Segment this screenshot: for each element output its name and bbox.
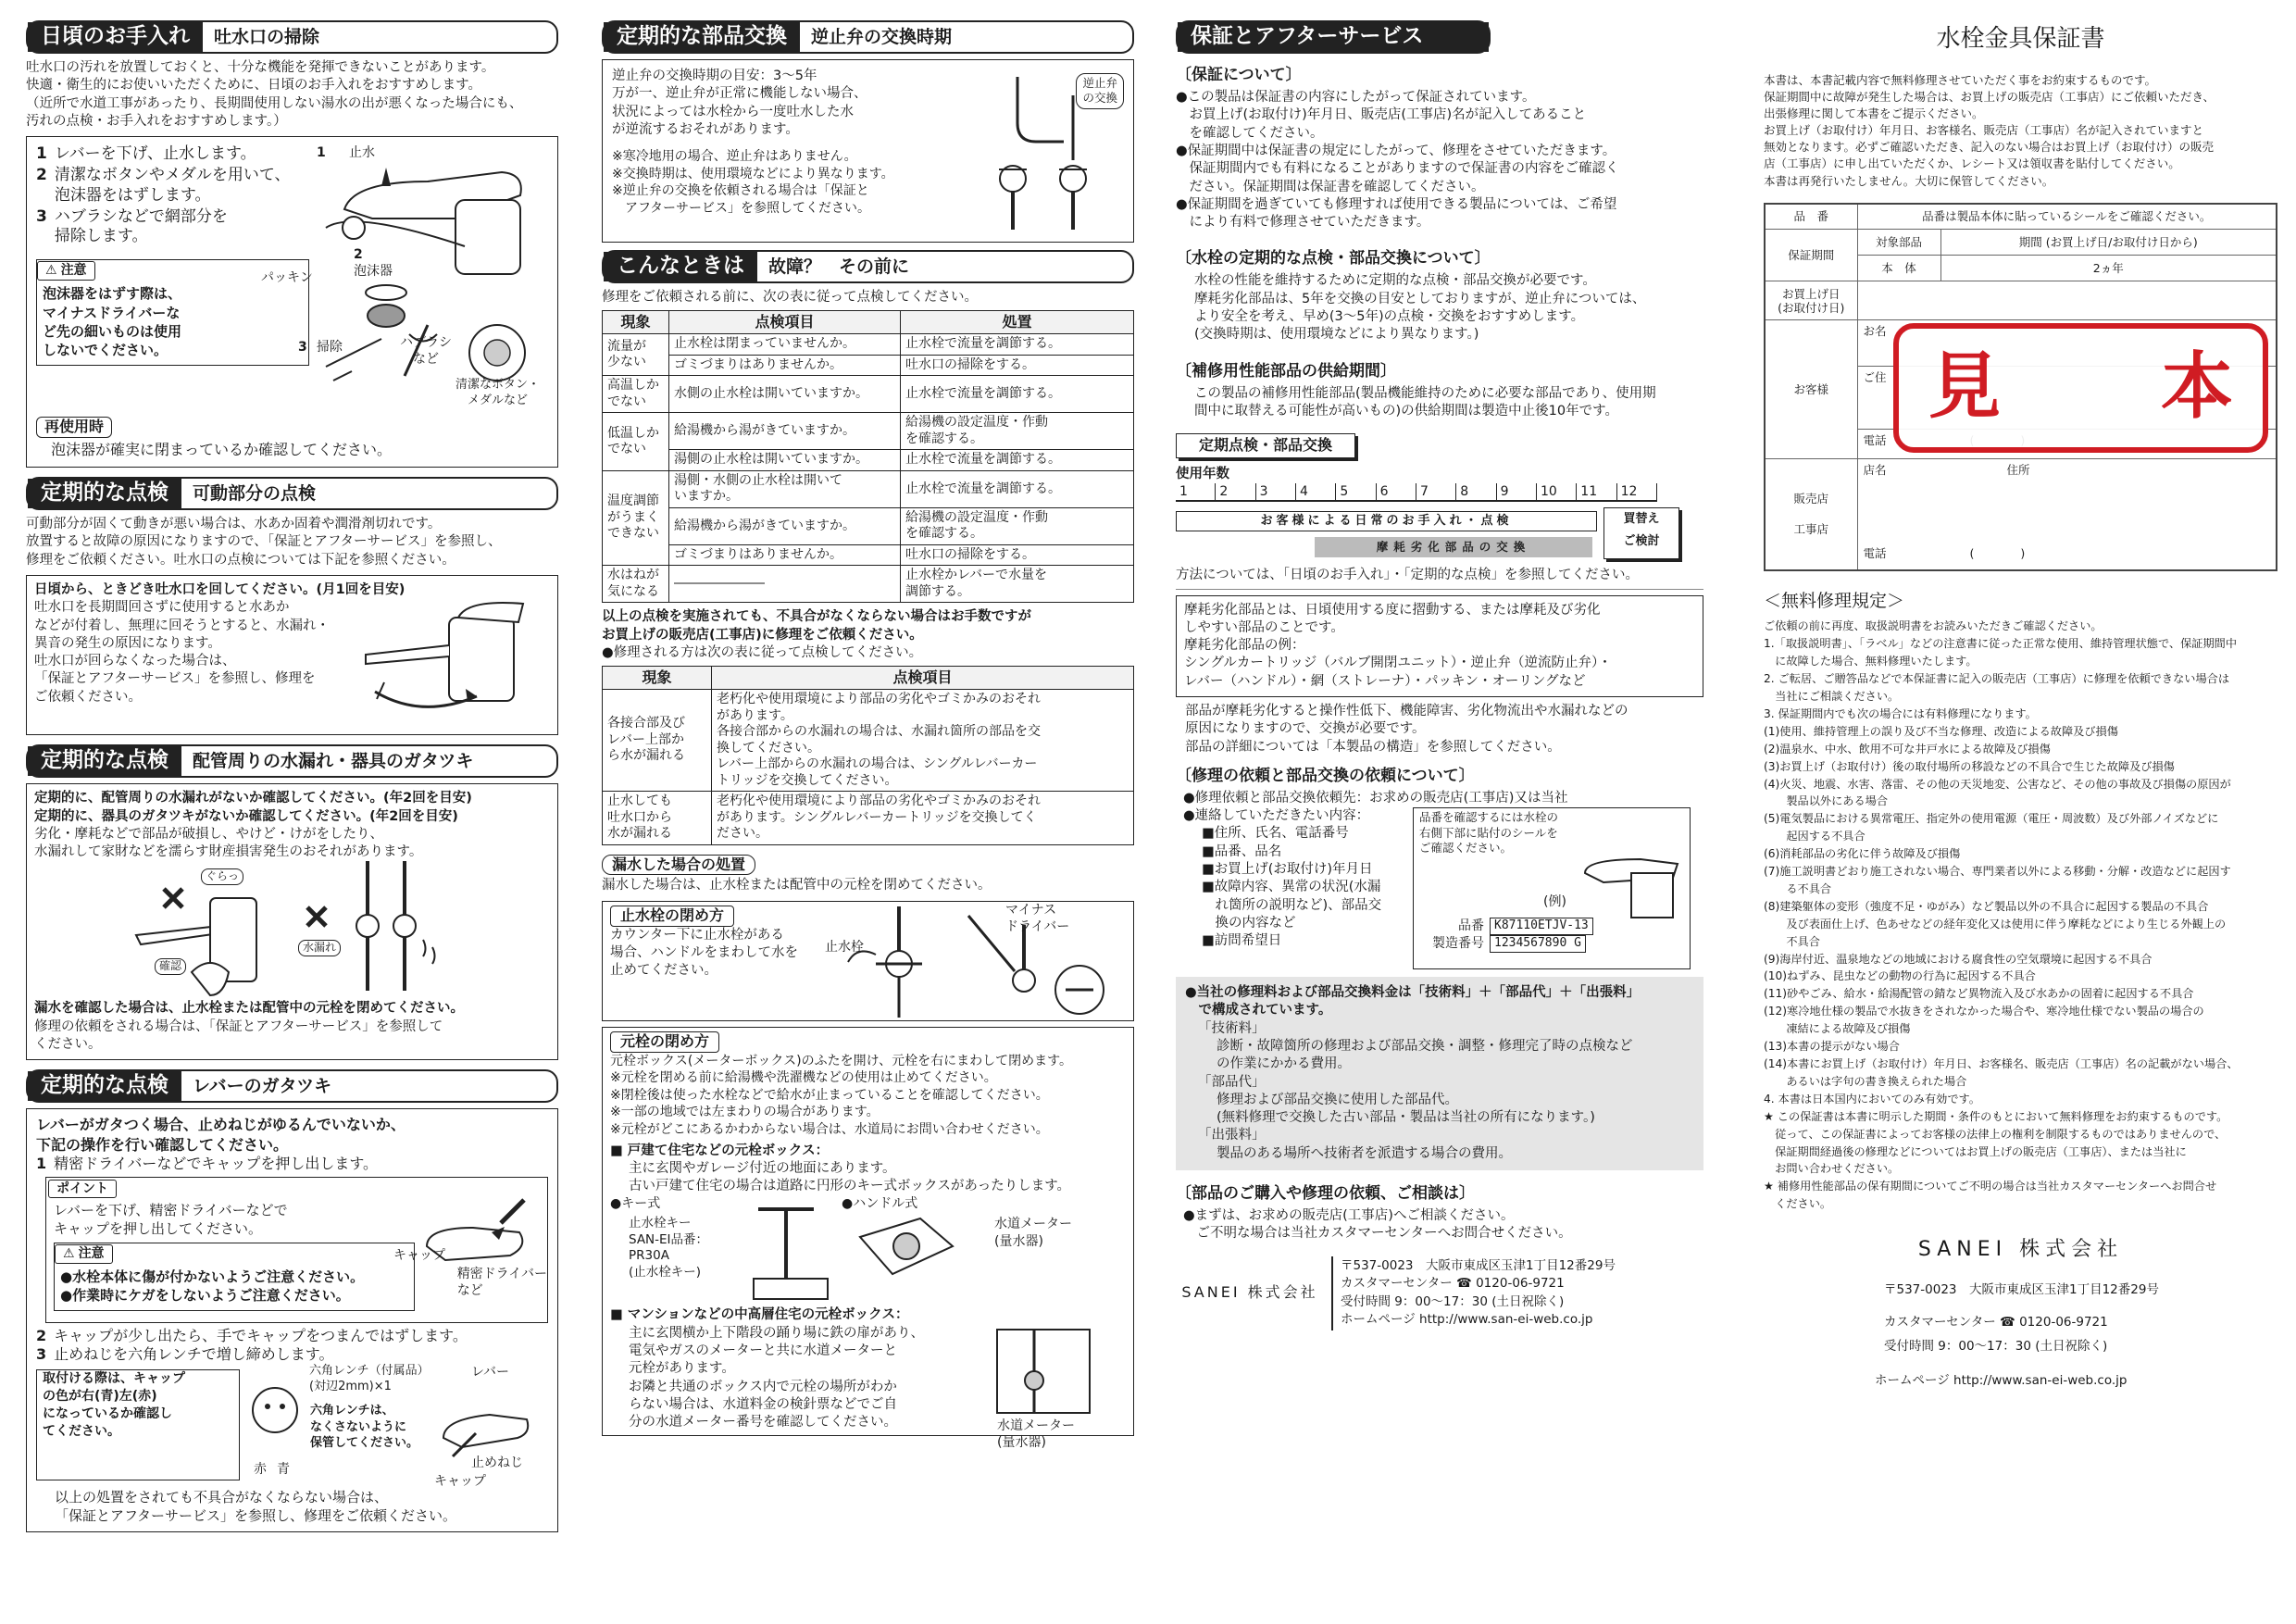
cap-color-caution: 取付ける際は、キャップ の色が右(青)左(赤) になっているか確認し てください。 <box>36 1369 240 1480</box>
company-footer <box>1176 1256 1703 1330</box>
check-cell: ――――――― <box>669 566 901 603</box>
table-row: お客様 お名 ご住 電話 <box>1765 320 2277 459</box>
table-row <box>603 566 1134 603</box>
main-valve-title: 元栓の閉め方 <box>610 1031 719 1053</box>
mansion-illustration <box>979 1325 1108 1450</box>
table-header: 点検項目 <box>669 311 901 334</box>
list-item: ■故障内容、異常の状況(水漏 れ箇所の説明など)、部品交 換の内容など <box>1202 880 1382 931</box>
step-item: 3 ハブラシなどで網部分を 掃除します。 <box>36 206 228 246</box>
spout-check-bold: 日頃から、ときどき吐水口を回してください。(月1回を目安) <box>34 582 406 598</box>
troubleshoot-after-bold: 以上の点検を実施されても、不具合がなくならない場合はお手数ですが お買上げの販売店(工事店)に修理をご依頼ください。 <box>602 609 1031 643</box>
label-red: 赤 <box>254 1462 267 1478</box>
action-cell: 止水栓で流量を調節する。 <box>901 450 1134 471</box>
company-address: 〒537-0023 大阪市東成区玉津1丁目12番29号 <box>1884 1281 2159 1297</box>
list-item: ■住所、氏名、電話番号 <box>1202 826 1349 842</box>
section-header-moving-parts <box>26 477 558 510</box>
check-valve-box <box>602 59 1134 243</box>
section-header-service <box>1176 20 1491 54</box>
section-header-parts <box>602 20 1134 54</box>
check-cell: 湯側の止水栓は開いていますか。 <box>669 450 901 471</box>
action-cell: 止水栓で流量を調節する。 <box>901 470 1134 507</box>
table-row <box>603 507 1134 544</box>
company-contact <box>1764 1279 2277 1359</box>
table-row <box>603 355 1134 376</box>
company-name: SANEI 株式会社 <box>1181 1283 1318 1302</box>
table-header: 現象 <box>603 311 669 334</box>
example-label: (例) <box>1543 894 1566 910</box>
company-address: 〒537-0023 大阪市東成区玉津1丁目12番29号 カスタマーセンター ☎ 0120-06-9721 受付時間 9：00〜17：30 (土日祝除く) ホームページ http://www.san-ei-web.co.jp <box>1341 1257 1616 1328</box>
step-item: 2 清潔なボタンやメダルを用いて、 泡沫器をはずします。 <box>36 166 291 205</box>
timeline-year: 6 <box>1377 483 1416 500</box>
daily-care-box <box>26 136 558 468</box>
timeline-year: 1 <box>1176 483 1216 500</box>
fee-desc: 修理および部品交換に使用した部品代。 (無料修理で交換した古い部品・製品は当社の所有になります。) <box>1217 1092 1595 1126</box>
timeline-year: 7 <box>1416 483 1456 500</box>
free-repair-title: ＜無料修理規定＞ <box>1764 590 1905 611</box>
timeline-years-label: 使用年数 <box>1176 467 1229 482</box>
main-valve-text: 元栓ボックス(メーターボックス)のふたを開け、元栓を右にまわして閉めます。 ※元栓を閉める前に給湯機や洗濯機などの使用は止めてください。 ※閉栓後は使った水栓などで給水が止まっていることを確認してください。 ※一部の地域では左まわりの場合があります。 ※元栓がどこにあるかわからない場合は、水道局にお問い合わせください。 <box>610 1053 1072 1137</box>
label-step-2: 2 <box>354 247 363 263</box>
check-cell: 給湯機から湯がきていますか。 <box>669 413 901 450</box>
label-check: 確認 <box>155 958 186 975</box>
lever-check-box <box>26 1108 558 1532</box>
point-tag: ポイント <box>48 1180 117 1198</box>
column-warranty-service <box>1176 20 1703 1330</box>
label-hex-wrench: 六角レンチ（付属品） (対辺2mm)×1 <box>309 1364 430 1394</box>
check-valve-text: 逆止弁の交換時期の目安：3〜5年 万が一、逆止弁が正常に機能しない場合、 状況によっては水栓から一度吐水した水 が逆流するおそれがあります。 <box>612 69 867 137</box>
lever-step-illustration <box>36 1364 548 1489</box>
lever-check-bold: レバーがガタつく場合、止めねじがゆるんでいないか、 下記の操作を行い確認してください。 <box>36 1116 406 1154</box>
label-aerator: 泡沫器 <box>354 264 393 280</box>
label-step-3: 3 <box>298 340 307 356</box>
fee-desc: 診断・故障箇所の修理および部品交換・調整・修理完了時の点検など の作業にかかる費用。 <box>1217 1039 1633 1072</box>
reuse-text: 泡沫器が確実に閉まっているか確認してください。 <box>51 440 393 458</box>
section-title: 保証とアフターサービス <box>1178 22 1489 52</box>
parts-supply-subheading: 〔補修用性能部品の供給期間〕 <box>1176 361 1396 381</box>
section-title: 日頃のお手入れ <box>28 22 203 52</box>
timeline-bar-replace: 摩耗劣化部品の交換 <box>1315 537 1592 557</box>
section-subtitle: 配管周りの水漏れ・器具のガタツキ <box>193 750 474 771</box>
symptom-cell: 水はねが 気になる <box>603 566 669 603</box>
table-row: 本 体 2ヵ年 <box>1765 256 2277 281</box>
timeline-year: 9 <box>1497 483 1537 500</box>
reuse-tag: 再使用時 <box>36 417 112 438</box>
timeline-year: 8 <box>1456 483 1496 500</box>
list-item: ●保証期間を過ぎていても修理すれば使用できる製品については、ご希望 により有料で修理させていただきます。 <box>1176 196 1617 231</box>
check-cell: 止水栓は閉まっていませんか。 <box>669 334 901 356</box>
symptom-cell: 温度調節 がうまく できない <box>603 470 669 566</box>
shop-field[interactable]: 店名 住所 電話 ( ) <box>1857 459 2277 570</box>
timeline-year: 11 <box>1577 483 1616 500</box>
piping-illustration <box>34 861 550 1000</box>
section-subtitle: 吐水口の掃除 <box>214 26 320 47</box>
table-row: 保証期間 対象部品 期間 (お買上げ日/お取付け日から) <box>1765 230 2277 256</box>
table-header: 点検項目 <box>712 667 1134 690</box>
troubleshoot-after: ●修理される方は次の表に従って点検してください。 <box>602 644 923 660</box>
section-title: 定期的な点検 <box>28 479 181 508</box>
action-cell: 止水栓で流量を調節する。 <box>901 376 1134 413</box>
moving-parts-intro: 可動部分が固くて動きが悪い場合は、水あか固着や潤滑剤切れです。 放置すると故障の原因になりますので、「保証とアフターサービス」を参照し、 修理をご依頼ください。吐水口の点検については下記を参照ください。 <box>26 517 502 568</box>
label-clean-button: 清潔なボタン・ メダルなど <box>455 378 541 408</box>
timeline-chart <box>1176 483 1694 567</box>
step-item: 1 レバーを下げ、止水します。 <box>36 144 256 164</box>
lever-step-2: 2 キャップが少し出たら、手でキャップをつまんではずします。 <box>36 1327 468 1345</box>
customer-field[interactable]: お名 ご住 電話 <box>1857 320 2277 459</box>
timeline-year: 10 <box>1537 483 1577 500</box>
lever-caution: ⚠ 注意 ●水栓本体に傷が付かないようご注意ください。 ●作業時にケガをしないようご注意ください。 <box>54 1243 415 1311</box>
repair-request-to: ●修理依頼と部品交換依頼先：お求めの販売店(工事店)又は当社 <box>1183 790 1568 806</box>
timeline-title: 定期点検・部品交換 <box>1176 433 1355 458</box>
lever-step-1: 1 精密ドライバーなどでキャップを押し出します。 <box>36 1154 379 1172</box>
section-title: 定期的な点検 <box>28 1071 181 1101</box>
label-step-1: 1 <box>317 145 326 161</box>
serial-sticker: 品番 K87110ETJV-13 製造番号 1234567890 G <box>1414 918 1636 953</box>
label-wobble: ぐらっ <box>201 868 243 885</box>
mansion-text: 主に玄関横か上下階段の踊り場に鉄の扉があり、 電気やガスのメーターと共に水道メーターと 元栓があります。 お隣と共通のボックス内で元栓の場所がわか らない場合は、水道料金の検針票などでご自 分の水道メーター番号を確認してください。 <box>629 1325 924 1430</box>
check-cell: 湯側・水側の止水栓は開いて いますか。 <box>669 470 901 507</box>
warranty-title: 水栓金具保証書 <box>1936 25 2105 53</box>
spout-check-text: 吐水口を長期間回さずに使用すると水あか などが付着し、無理に回そうとすると、水漏れ・ 異音の発生の原因になります。 吐水口が回らなくなった場合は、 「保証とアフターサービス」を参照し、修理を ご依頼ください。 <box>34 600 330 705</box>
company-phone: カスタマーセンター ☎ 0120-06-9721 <box>1884 1315 2108 1330</box>
section-subtitle: 可動部分の点検 <box>193 482 317 504</box>
action-cell: 給湯機の設定温度・作動 を確認する。 <box>901 507 1134 544</box>
spout-rotate-icon <box>347 599 532 729</box>
leak-intro: 漏水した場合は、止水栓または配管中の元栓を閉めてください。 <box>602 878 992 893</box>
table-row: 止水しても 吐水口から 水が漏れる 老朽化や使用環境により部品の劣化やゴミかみのおそれ があります。シングルレバーカートリッジを交換してく ださい。 <box>603 792 1134 845</box>
warranty-intro: 本書は、本書記載内容で無料修理させていただく事をお約束するものです。 保証期間中に故障が発生した場合は、お買上げの販売店（工事店）にご依頼いただき、 出張修理に関して本書をご提示ください。 お買上げ（お取付け）年月日、お客様名、販売店（工事店）名が記入されていますと 無効となります。必ずご確認いただき、記入のない場合はお買上げ（お取付け）の販売 店（工事店）に申し出ていただくか、レシート又は領収書を貼付してください。 本書は再発行いたしません。大切に保管してください。 <box>1764 72 2215 188</box>
table-row <box>603 376 1134 413</box>
model-number: K87110ETJV-13 <box>1490 918 1593 935</box>
lever-step-3: 3 止めねじを六角レンチで増し締めします。 <box>36 1345 334 1364</box>
fee-label: 「技術料」 <box>1198 1020 1266 1036</box>
action-cell: 吐水口の掃除をする。 <box>901 355 1134 376</box>
column-care <box>26 20 558 1538</box>
troubleshoot-intro: 修理をご依頼される前に、次の表に従って点検してください。 <box>602 290 978 305</box>
repair-request-subheading: 〔修理の依頼と部品交換の依頼について〕 <box>1176 766 1475 785</box>
label-water-stop: 止水 <box>349 145 375 161</box>
timeline-year: 3 <box>1256 483 1296 500</box>
serial-number: 1234567890 G <box>1490 935 1586 953</box>
point-text: レバーを下げ、精密ドライバーなどで キャップを押し出してください。 <box>54 1202 288 1237</box>
column-parts-troubleshoot <box>602 20 1134 1450</box>
wear-parts-note: 部品が摩耗劣化すると操作性低下、機能障害、劣化物流出や水漏れなどの 原因になりますので、交換が必要です。 部品の詳細については「本製品の構造」を参照してください。 <box>1185 703 1628 755</box>
piping-check-text: 劣化・摩耗などで部品が破損し、やけど・けがをしたり、 水漏れして家財などを濡らす財産損害発生のおそれがあります。 <box>34 826 423 860</box>
label-blue: 青 <box>277 1462 290 1478</box>
faucet-label-icon <box>1576 855 1687 919</box>
check-cell: ゴミづまりはありませんか。 <box>669 355 901 376</box>
repair-fee-title: ●当社の修理料および部品交換料金は「技術料」＋「部品代」＋「出張料」 で構成されています。 <box>1185 985 1641 1018</box>
house-text: 主に玄関やガレージ付近の地面にあります。 古い戸建て住宅の場合は道路に円形のキー式ボックスがあったりします。 <box>629 1160 1071 1194</box>
action-cell: 止水栓かレバーで水量を 調節する。 <box>901 566 1134 603</box>
symptom-cell: 流量が 少ない <box>603 334 669 376</box>
leak-section-pill: 漏水した場合の処置 <box>602 855 755 876</box>
method-text: 方法については、「日頃のお手入れ」・「定期的な点検」を参照してください。 <box>1176 567 1703 589</box>
label-minus-driver: マイナス ドライバー <box>1005 902 1070 934</box>
consultation-subheading: 〔部品のご購入や修理の依頼、ご相談は〕 <box>1176 1184 1475 1204</box>
label-note: 品番を確認するには水栓の 右側下部に貼付のシールを ご確認ください。 <box>1419 810 1559 856</box>
parts-supply-text: この製品の補修用性能部品(製品機能維持のために必要な部品であり、使用期 間中に取替える可能性が高いもの)の供給期間は製造中止後10年です。 <box>1194 385 1656 418</box>
list-item: ■品番、品名 <box>1202 843 1282 859</box>
fee-label: 「部品代」 <box>1198 1074 1266 1090</box>
label-cap: キャップ <box>393 1247 445 1263</box>
label-water-meter: 水道メーター (量水器) <box>997 1418 1075 1450</box>
stop-valve-icon <box>830 906 1117 1018</box>
main-valve-illustration <box>610 1195 1126 1306</box>
timeline-year: 2 <box>1216 483 1255 500</box>
section-header-daily-care <box>26 20 558 54</box>
warning-icon: ⚠ <box>45 263 57 279</box>
wear-parts-box <box>1176 595 1703 697</box>
caution-text: 泡沫器をはずす際は、 マイナスドライバーな ど先の細いものは使用 しないでください。 <box>43 285 182 359</box>
periodic-subheading: 〔水栓の定期的な点検・部品交換について〕 <box>1176 249 1491 269</box>
hex-caution: 六角レンチは、 なくさないように 保管してください。 <box>310 1404 419 1451</box>
table-row <box>603 470 1134 507</box>
piping-leak-bold: 漏水を確認した場合は、止水栓または配管中の元栓を閉めてください。 <box>34 1001 464 1017</box>
purchase-date-field[interactable] <box>1857 281 2277 320</box>
timeline-bar-care: お客様による日常のお手入れ・点検 <box>1176 511 1597 531</box>
sample-stamp: 見 本 <box>1893 323 2268 453</box>
repair-fee-box <box>1176 977 1703 1170</box>
fee-label: 「出張料」 <box>1198 1128 1266 1143</box>
list-item: ●この製品は保証書の内容にしたがって保証されています。 お買上げ(お取付け)年月日、販売店(工事店)名が記入してあること を確認してください。 <box>1176 90 1587 141</box>
section-subtitle: 逆止弁の交換時期 <box>811 26 953 47</box>
daily-care-intro: 吐水口の汚れを放置しておくと、十分な機能を発揮できないことがあります。 快適・衛生的にお使いいただくために、日頃のお手入れをおすすめします。 （近所で水道工事があったり、長期間使用しない湯水の出が悪くなった場合にも、 汚れの点検・お手入れをおすすめします。） <box>26 60 523 129</box>
action-cell: 止水栓で流量を調節する。 <box>901 334 1134 356</box>
table-row <box>603 413 1134 450</box>
check-cell: 給湯機から湯がきていますか。 <box>669 507 901 544</box>
table-row: 各接合部及び レバー上部か ら水が漏れる 老朽化や使用環境により部品の劣化やゴミかみのおそれ があります。 各接合部からの水漏れの場合は、水漏れ箇所の部品を交 換してください。 レバー上部からの水漏れの場合は、シングルレバーカー トリッジを交換してください。 <box>603 690 1134 792</box>
label-driver: 精密ドライバー など <box>456 1266 547 1298</box>
fee-items <box>1185 1020 1694 1163</box>
label-key: 止水栓キー SAN-EI品番： PR30A (止水栓キー) <box>629 1216 709 1280</box>
table-row <box>603 450 1134 471</box>
warranty-subheading: 〔保証について〕 <box>1176 66 1302 84</box>
mansion-title: ■ マンションなどの中高層住宅の元栓ボックス： <box>610 1307 909 1323</box>
section-title: こんなときは <box>604 252 757 281</box>
house-title: ■ 戸建て住宅などの元栓ボックス： <box>610 1143 830 1158</box>
check-cell: 水側の止水栓は開いていますか。 <box>669 376 901 413</box>
troubleshoot-table <box>602 310 1134 603</box>
point-box <box>45 1177 548 1323</box>
label-water-meter: 水道メーター (量水器) <box>994 1217 1072 1249</box>
warranty-list <box>1176 89 1703 231</box>
valve-key-icon <box>749 1200 842 1302</box>
piping-check-bold: 定期的に、配管周りの水漏れがないか確認してください。(年2回を目安) 定期的に、器具のガタツキがないか確認してください。(年2回を目安) <box>34 791 472 824</box>
label-cap: キャップ <box>434 1474 486 1490</box>
table-header: 現象 <box>603 667 712 690</box>
symptom-cell: 高温しか でない <box>603 376 669 413</box>
label-leak: 水漏れ <box>298 940 341 956</box>
list-item: ■訪問希望日 <box>1202 933 1282 949</box>
label-brush: ハブラシ など <box>400 335 452 368</box>
list-item: ●保証期間中は保証書の規定にしたがって、修理をさせていただきます。 保証期間内でも有料になることがありますので保証書の内容をご確認く ださい。保証期間は保証書を確認してください。 <box>1176 143 1619 194</box>
periodic-text: 水栓の性能を維持するために定期的な点検・部品交換が必要です。 摩耗劣化部品は、5年を交換の目安としておりますが、逆止弁については、 より安全を考え、早め(3〜5年)の点検・交換をおすすめします。 (交換時期は、使用環境などにより異なります。) <box>1194 273 1646 343</box>
free-repair-terms: ご依頼の前に再度、取扱説明書をお読みいただきご確認ください。 1.「取扱説明書」、「ラベル」などの注意書に従った正常な使用、維持管理状態で、保証期間中 に故障した場合、無料修理いたします。 2. ご転居、ご贈答品などで本保証書に記入の販売店（工事店）に修理を依頼できない場合は 当社にご相談ください。 3. 保証期間内でも次の場合には有料修理になります。 (1)使用、維持管理上の誤り及び不当な修理、改造による故障及び損傷 (2)温泉水、中水、飲用不可な井戸水による故障及び損傷 (3)お買上げ（お取付け）後の取付場所の移設などの不具合で生じた故障及び損傷 (4)火災、地震、水害、落雷、その他の天災地変、公害など、その他の事故及び損傷の原因が 製品以外にある場合 (5)電気製品における異常電圧、指定外の使用電源（電圧・周波数）及び外部ノイズなどに 起因する不具合 (6)消耗部品の劣化に伴う故障及び損傷 (7)施工説明書どおり施工されない場合、専門業者以外による移動・分解・改造などに起因す る不具合 (8)建築躯体の変形（強度不足・ゆがみ）など製品以外の不具合に起因する製品の不具合 及び表面仕上げ、色あせなどの経年変化又は使用に伴う摩耗などにより生じる外観上の 不具合 (9)海岸付近、温泉地などの地域における腐食性の空気環境に起因する不具合 (10)ねずみ、昆虫などの動物の行為に起因する不具合 (11)砂やごみ、給水・給湯配管の錆など異物流入及び水あかの固着に起因する不具合 (12)寒冷地仕様の製品で水抜きをされなかった場合や、寒冷地仕様でない製品の場合の 凍結による故障及び損傷 (13)本書の提示がない場合 (14)本書にお買上げ（お取付け）年月日、お客様名、販売店（工事店）名の記載がない場合、 あるいは字句の書き換えられた場合 4. 本書は日本国内においてのみ有効です。 ★ この保証書は本書に明示した期間・条件のもとにおいて無料修理をお約束するものです。 従って、この保証書によってお客様の法律上の権利を制限するものではありませんので、 保証期間経過後の修理などについてはお買上げの販売店（工事店）、または当社に お問い合わせください。 ★ 補修用性能部品の保有期間についてご不明の場合は当社カスタマーセンターへお問合せ ください。 <box>1764 619 2239 1211</box>
label-stop-valve: 止水栓 <box>825 939 864 955</box>
section-subtitle: レバーのガタツキ <box>193 1075 332 1096</box>
timeline-year: 5 <box>1336 483 1376 500</box>
table-row: 品 番 品番は製品本体に貼っているシールをご確認ください。 <box>1765 204 2277 230</box>
table-row: お買上げ日 (お取付け日) <box>1765 281 2277 320</box>
action-cell: 吐水口の掃除をする。 <box>901 544 1134 566</box>
label-key-type: ●キー式 <box>610 1196 661 1212</box>
caution-tag: ⚠ 注意 <box>37 261 95 281</box>
fee-desc: 製品のある場所へ技術者を派遣する場合の費用。 <box>1217 1145 1512 1161</box>
column-warranty-card <box>1764 20 2277 1390</box>
piping-check-box <box>26 783 558 1060</box>
stop-valve-box <box>602 901 1134 1021</box>
label-set-screw: 止めねじ <box>471 1455 523 1471</box>
timeline-year: 4 <box>1296 483 1336 500</box>
contact-items <box>1183 807 1405 969</box>
section-subtitle: 故障？ その前に <box>768 256 910 277</box>
label-check-valve: 逆止弁 の交換 <box>1076 73 1124 109</box>
warning-icon: ⚠ <box>63 1245 75 1261</box>
main-valve-box <box>602 1027 1134 1450</box>
meter-box-icon <box>855 1209 957 1302</box>
piping-leak-text: 修理の依頼をされる場合は、「保証とアフターサービス」を参照して ください。 <box>34 1018 443 1052</box>
section-title: 定期的な部品交換 <box>604 22 800 52</box>
check-valve-notes: ※寒冷地用の場合、逆止弁はありません。 ※交換時期は、使用環境などにより異なります。 ※逆止弁の交換を依頼される場合は「保証と アフターサービス」を参照してください。 <box>612 149 894 216</box>
faucet-icon <box>317 144 548 413</box>
timeline-replace-box: 買替え ご検討 <box>1603 507 1679 559</box>
contact-heading: ●連絡していただきたい内容： <box>1183 808 1370 824</box>
section-title: 定期的な点検 <box>28 746 181 776</box>
list-item: ■お買上げ(お取付け)年月日 <box>1202 862 1373 878</box>
company-hours: 受付時間 9：00〜17：30 (土日祝除く) <box>1884 1339 2108 1355</box>
leak-check-icon <box>34 861 548 1000</box>
label-cleaning: 掃除 <box>317 340 343 356</box>
action-cell: 給湯機の設定温度・作動 を確認する。 <box>901 413 1134 450</box>
meter-cabinet-icon <box>979 1325 1108 1418</box>
stop-valve-title: 止水栓の閉め方 <box>610 906 734 927</box>
company-website[interactable]: ホームページ http://www.san-ei-web.co.jp <box>1875 1372 2128 1388</box>
company-name: SANEI 株式会社 <box>1917 1238 2124 1262</box>
section-header-lever <box>26 1069 558 1103</box>
product-label-example <box>1413 807 1691 969</box>
warranty-form <box>1764 203 2277 571</box>
table-row <box>603 544 1134 566</box>
consultation-text: ●まずは、お求めの販売店(工事店)へご相談ください。 ご不明な場合は当社カスタマーセンターへお問合せください。 <box>1183 1208 1572 1242</box>
spout-check-box <box>26 575 558 735</box>
label-lever: レバー <box>471 1365 510 1380</box>
cap-color-icon <box>247 1382 303 1438</box>
label-packing: パッキン <box>261 270 313 286</box>
lever-footer: 以上の処置をされても不具合がなくならない場合は、 「保証とアフターサービス」を参照し、修理をご依頼ください。 <box>55 1489 456 1525</box>
stop-valve-text: カウンター下に止水栓がある 場合、ハンドルをまわして水を 止めてください。 <box>610 927 798 979</box>
label-handle-type: ●ハンドル式 <box>842 1196 918 1212</box>
table-header: 処置 <box>901 311 1134 334</box>
faucet-cleaning-illustration <box>261 144 548 413</box>
wear-parts-text: 摩耗劣化部品とは、日頃使用する度に摺動する、または摩耗及び劣化 しやすい部品のことです。 摩耗劣化部品の例： シングルカートリッジ（バルブ開閉ユニット）・逆止弁（逆流防止弁）・ レバー（ハンドル）・網（ストレーナ）・パッキン・オーリングなど <box>1184 602 1612 689</box>
symptom-cell: 低温しか でない <box>603 413 669 471</box>
timeline-year: 12 <box>1617 483 1657 500</box>
table-row: 販売店 工事店 店名 住所 電話 ( ) <box>1765 459 2277 570</box>
cleaning-steps <box>36 144 309 246</box>
check-cell: ゴミづまりはありませんか。 <box>669 544 901 566</box>
table-row <box>603 334 1134 356</box>
repair-table <box>602 666 1134 845</box>
section-header-piping <box>26 744 558 778</box>
section-header-troubleshoot <box>602 250 1134 283</box>
